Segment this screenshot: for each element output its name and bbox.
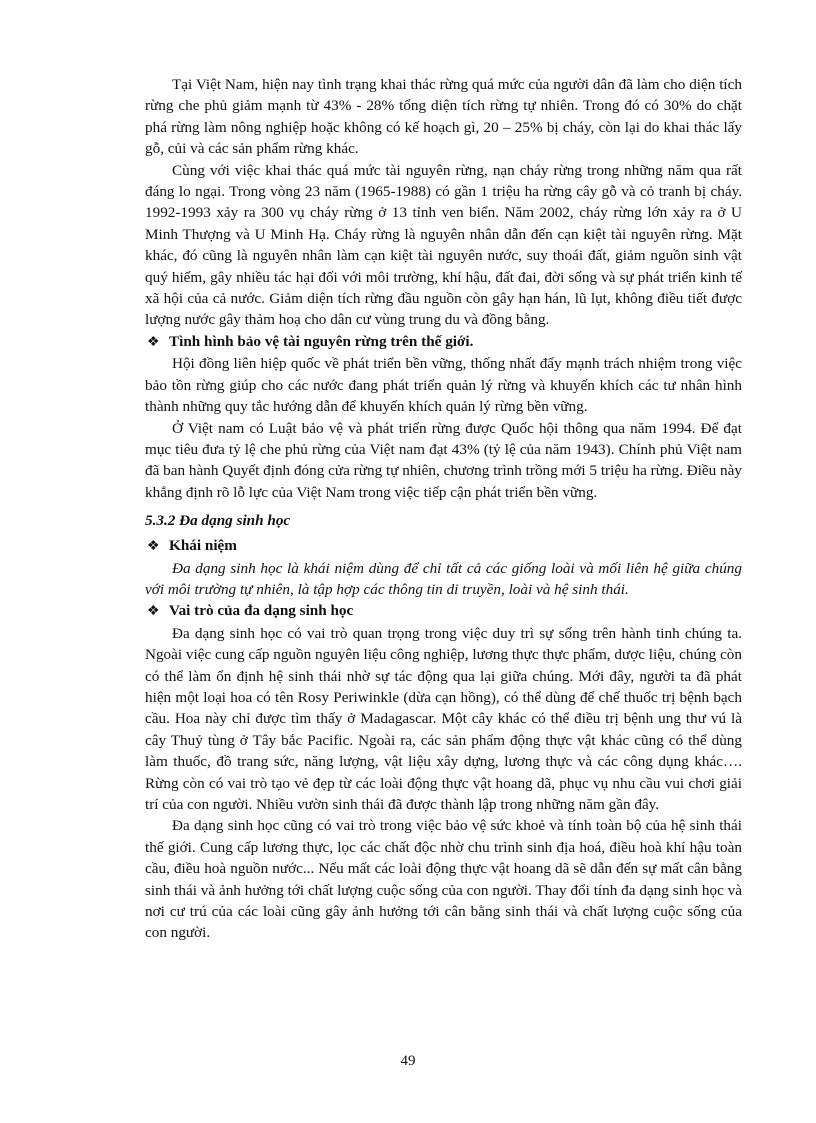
paragraph-biodiversity-definition: Đa dạng sinh học là khái niệm dùng để chỉ tất cả các giống loài và mối liên hệ giữa chúng với môi trường tự nhiên, là tập hợp các thông tin di truyền, loài và hệ sinh thái. — [145, 559, 742, 598]
paragraph-vietnam-law: Ở Việt nam có Luật bảo vệ và phát triển rừng được Quốc hội thông qua năm 1994. Để đạt mục tiêu đưa tỷ lệ che phủ rừng của Việt nam đạt 43% (tỷ lệ của năm 1943). Chính phủ Việt nam đã ban hành Quyết định đóng cửa rừng tự nhiên, chương trình trồng mới 5 triệu ha rừng. Điều này khẳng định rõ lỗ lực của Việt Nam trong việc tiếp cận phát triển bền vững. — [145, 419, 742, 501]
paragraph-biodiversity-health: Đa dạng sinh học cũng có vai trò trong việc bảo vệ sức khoẻ và tính toàn bộ của hệ sinh thái thế giới. Cung cấp lương thực, lọc các chất độc nhờ chu trình sinh địa hoá, điều hoà khí hậu toàn cầu, điều hoà nguồn nước... Nếu mất các loài động thực vật hoang dã sẽ dẫn đến sự mất cân bằng sinh thái và ảnh hưởng tới chất lượng cuộc sống của con người. Thay đổi tính đa dạng sinh học và nơi cư trú của các loài cũng gây ảnh hưởng tới cân bằng sinh thái và chất lượng cuộc sống của con người. — [145, 817, 742, 942]
paragraph-un-council: Hội đồng liên hiệp quốc về phát triển bền vững, thống nhất đẩy mạnh trách nhiệm trong việc bảo tồn rừng giúp cho các nước đang phát triển quản lý rừng và khuyến khích các tư nhân hình thành những quy tắc hướng dẫn để khuyến khích quản lý rừng bền vững. — [145, 355, 742, 416]
paragraph-forest-fires: Cùng với việc khai thác quá mức tài nguyên rừng, nạn cháy rừng trong những năm qua rất đáng lo ngại. Trong vòng 23 năm (1965-1988) có gần 1 triệu ha rừng cây gỗ và cỏ tranh bị cháy. 1992-1993 xảy ra 300 vụ cháy rừng ở 13 tỉnh ven biển. Năm 2002, cháy rừng lớn xảy ra ở U Minh Thượng và U Minh Hạ. Cháy rừng là nguyên nhân dẫn đến cạn kiệt tài nguyên rừng. Mặt khác, đó cũng là nguyên nhân làm cạn kiệt tài nguyên nước, suy thoái đất, giảm nguồn sinh vật quý hiếm, gây nhiều tác hại đối với môi trường, khí hậu, đất đai, đời sống và sự phát triển kinh tế xã hội của cả nước. Giảm diện tích rừng đầu nguồn còn gây hạn hán, lũ lụt, không điều tiết được lượng nước gây thảm hoạ cho dân cư vùng trung du và đồng bằng. — [145, 161, 742, 329]
bullet-heading-text: Tình hình bảo vệ tài nguyên rừng trên thế giới. — [169, 332, 474, 350]
paragraph-biodiversity-role: Đa dạng sinh học có vai trò quan trọng trong việc duy trì sự sống trên hành tinh chúng ta. Ngoài việc cung cấp nguồn nguyên liệu công nghiệp, lương thực thực phẩm, dược liệu, chúng còn có thể làm ổn định hệ sinh thái nhờ sự tác động qua lại giữa chúng. Mới đây, người ta đã phát hiện một loại hoa có tên Rosy Periwinkle (dừa cạn hồng), có thể dùng để chế thuốc trị bệnh bạch cầu. Hoa này chỉ được tìm thấy ở Madagascar. Một cây khác có thể điều trị bệnh ung thư vú là cây Thuỷ tùng ở Tây bắc Pacific. Ngoài ra, các sản phẩm động thực vật khác cũng có thể dùng làm thuốc, đồ trang sức, năng lượng, vật liệu xây dựng, lương thực và các công dụng khác…. Rừng còn có vai trò tạo vẻ đẹp từ các loài động thực vật hoang dã, phục vụ nhu cầu vui chơi giải trí của con người. Nhiều vườn sinh thái đã được thành lập trong những năm gần đây. — [145, 624, 742, 813]
bullet-heading-world-forest-protection — [145, 331, 742, 353]
paragraph-forest-exploitation: Tại Việt Nam, hiện nay tình trạng khai thác rừng quá mức của người dân đã làm cho diện tích rừng che phủ giảm mạnh từ 43% - 28% tổng diện tích rừng tự nhiên. Trong đó có 30% do chặt phá rừng làm nông nghiệp hoặc không có kế hoạch gì, 20 – 25% bị cháy, còn lại do khai thác lấy gỗ, củi và các sản phẩm rừng khác. — [145, 76, 742, 158]
section-heading-biodiversity: 5.3.2 Đa dạng sinh học — [145, 512, 291, 530]
bullet-heading-text: Khái niệm — [169, 537, 237, 555]
diamond-cross-bullet-icon: ❖ — [147, 604, 160, 620]
diamond-cross-bullet-icon: ❖ — [147, 539, 160, 555]
diamond-cross-bullet-icon: ❖ — [147, 334, 160, 350]
bullet-heading-text: Vai trò của đa dạng sinh học — [169, 602, 354, 620]
page-body — [145, 74, 742, 944]
bullet-heading-concept — [145, 535, 742, 557]
page-number: 49 — [400, 1053, 416, 1069]
bullet-heading-role-of-biodiversity — [145, 600, 742, 622]
